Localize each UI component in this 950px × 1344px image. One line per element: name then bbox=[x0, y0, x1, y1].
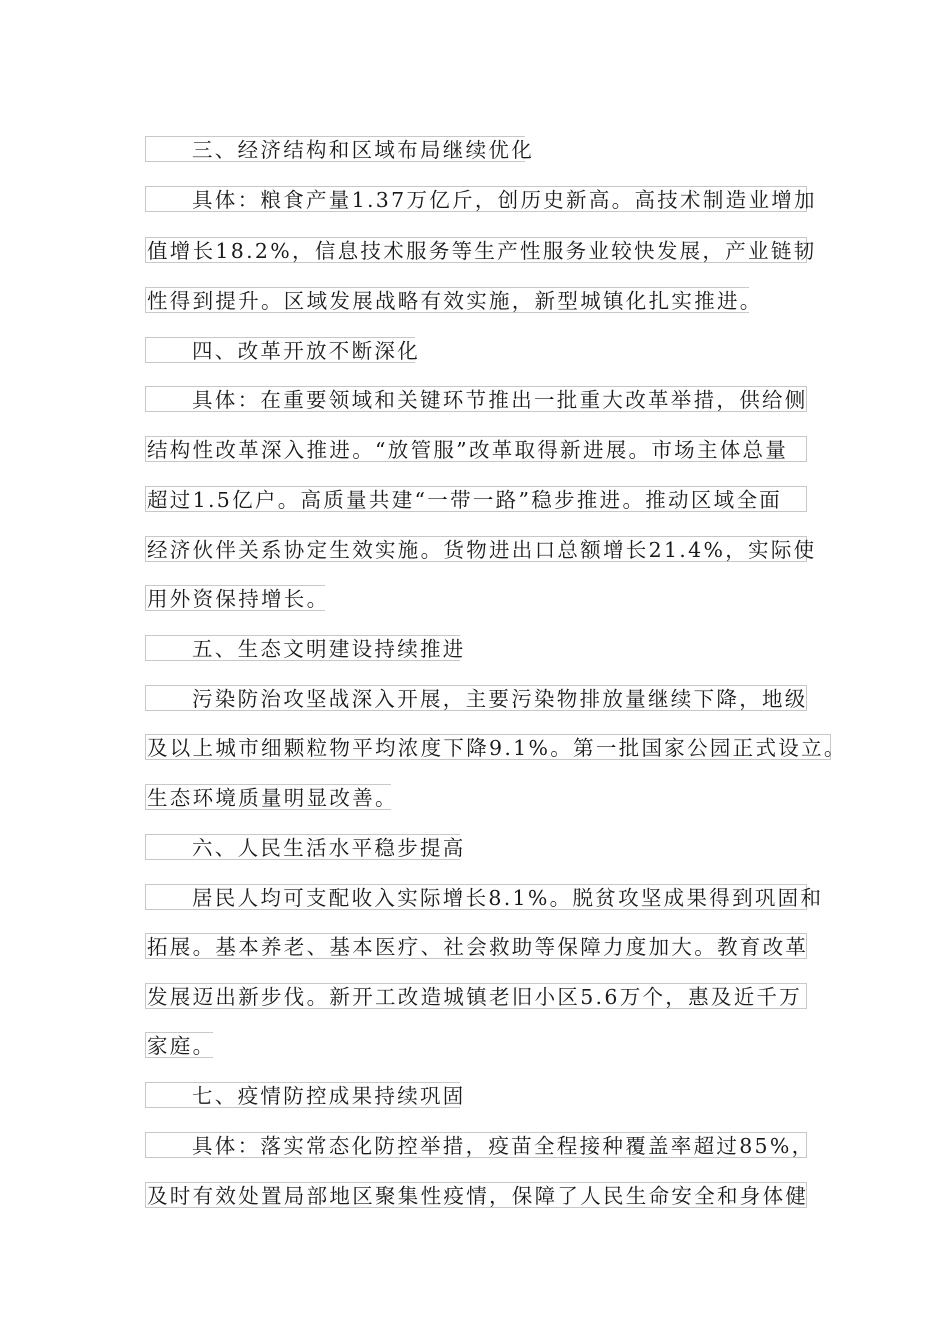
paragraph-line: 超过1.5亿户。高质量共建“一带一路”稳步推进。推动区域全面 bbox=[145, 486, 807, 512]
paragraph-line: 居民人均可支配收入实际增长8.1%。脱贫攻坚成果得到巩固和 bbox=[145, 884, 807, 910]
paragraph-line: 拓展。基本养老、基本医疗、社会救助等保障力度加大。教育改革 bbox=[147, 935, 809, 959]
paragraph-line: 用外资保持增长。 bbox=[147, 587, 330, 611]
section-heading-7: 七、疫情防控成果持续巩固 bbox=[145, 1082, 460, 1108]
paragraph-line: 结构性改革深入推进。“放管服”改革取得新进展。市场主体总量 bbox=[145, 436, 807, 462]
section-heading-3: 三、经济结构和区域布局继续优化 bbox=[145, 136, 525, 162]
paragraph-line: 生态环境质量明显改善。 bbox=[147, 786, 398, 810]
paragraph-line: 经济伙伴关系协定生效实施。货物进出口总额增长21.4%，实际使 bbox=[147, 538, 817, 562]
paragraph-line: 值增长18.2%，信息技术服务等生产性服务业较快发展，产业链韧 bbox=[147, 239, 817, 263]
paragraph-line: 具体：在重要领域和关键环节推出一批重大改革举措，供给侧 bbox=[145, 386, 807, 412]
section-heading-4: 四、改革开放不断深化 bbox=[145, 337, 415, 363]
section-heading-6: 六、人民生活水平稳步提高 bbox=[145, 834, 460, 860]
paragraph-line: 具体：落实常态化防控举措，疫苗全程接种覆盖率超过85%， bbox=[145, 1132, 807, 1158]
paragraph-line: 及时有效处置局部地区聚集性疫情，保障了人民生命安全和身体健 bbox=[147, 1184, 809, 1208]
paragraph-line: 污染防治攻坚战深入开展，主要污染物排放量继续下降，地级 bbox=[145, 685, 807, 711]
paragraph-line: 发展迈出新步伐。新开工改造城镇老旧小区5.6万个，惠及近千万 bbox=[145, 983, 807, 1009]
paragraph-line: 具体：粮食产量1.37万亿斤，创历史新高。高技术制造业增加 bbox=[145, 186, 807, 212]
paragraph-line: 及以上城市细颗粒物平均浓度下降9.1%。第一批国家公园正式设立。 bbox=[147, 736, 847, 760]
paragraph-line: 家庭。 bbox=[147, 1034, 216, 1058]
paragraph-line: 性得到提升。区域发展战略有效实施，新型城镇化扎实推进。 bbox=[147, 289, 763, 313]
section-heading-5: 五、生态文明建设持续推进 bbox=[145, 635, 460, 661]
